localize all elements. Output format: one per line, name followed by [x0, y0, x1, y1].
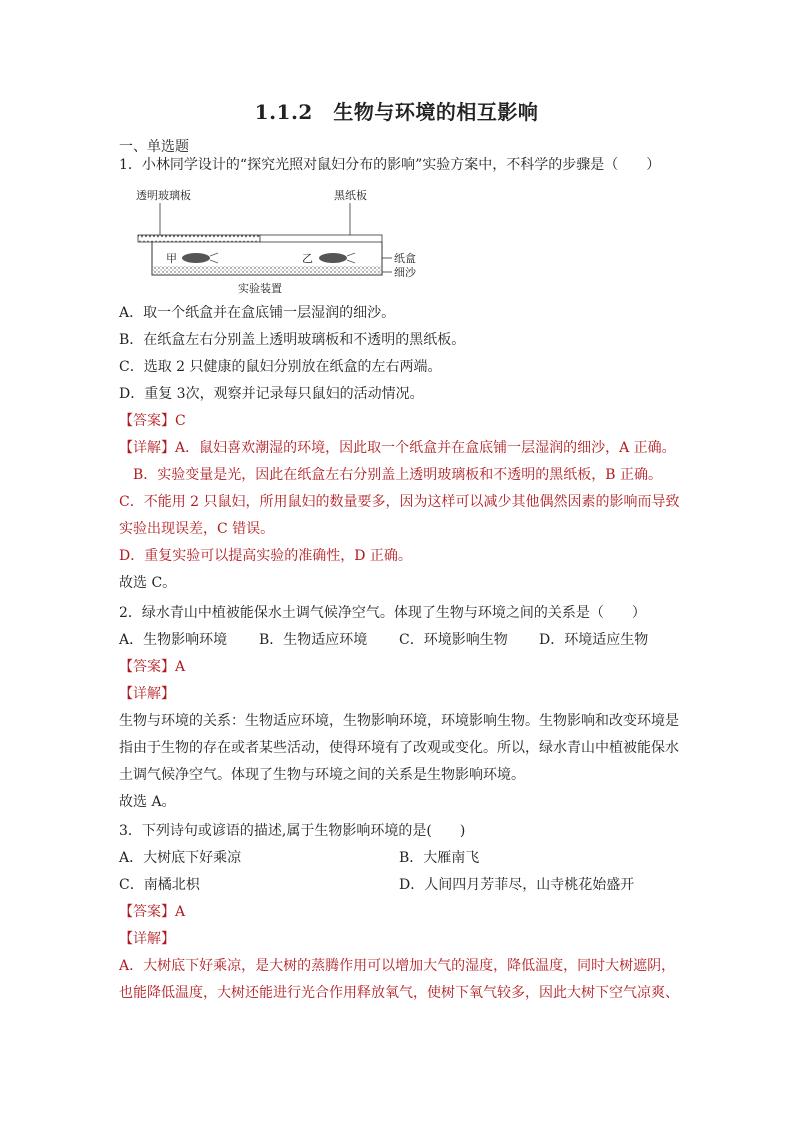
- answer: 【答案】A: [119, 904, 186, 920]
- detail-line: 【详解】A．鼠妇喜欢潮湿的环境，因此取一个纸盒并在盒底铺一层湿润的细沙，A 正确。: [119, 440, 676, 456]
- option: B．生物适应环境: [259, 632, 368, 648]
- option: A．生物影响环境: [119, 632, 228, 648]
- answer: 【答案】C: [119, 413, 186, 429]
- label-yi: 乙: [302, 252, 313, 265]
- detail-line: B．实验变量是光，因此在纸盒左右分别盖上透明玻璃板和不透明的黑纸板，B 正确。: [119, 467, 663, 483]
- label-glass-plate: 透明玻璃板: [136, 189, 191, 202]
- section-label: 一、单选题: [119, 139, 189, 155]
- detail-line: 生物与环境的关系：生物适应环境，生物影响环境，环境影响生物。生物影响和改变环境是: [119, 713, 679, 729]
- option-row: [119, 872, 679, 899]
- option: D．环境适应生物: [539, 632, 649, 648]
- experiment-figure: [130, 183, 420, 295]
- detail-line: C．不能用 2 只鼠妇，所用鼠妇的数量要多，因为这样可以减少其他偶然因素的影响而导致: [119, 494, 680, 510]
- label-sand: 细沙: [394, 266, 416, 279]
- question-stem: 3．下列诗句或谚语的描述,属于生物影响环境的是( ): [119, 823, 466, 839]
- question-1-body: [119, 300, 679, 597]
- option: D．人间四月芳菲尽，山寺桃花始盛开: [399, 877, 635, 893]
- option: D．重复 3次，观察并记录每只鼠妇的活动情况。: [119, 386, 424, 402]
- question-stem: 1．小林同学设计的“探究光照对鼠妇分布的影响”实验方案中，不科学的步骤是（ ）: [119, 157, 661, 173]
- page-title: 1.1.2 生物与环境的相互影响: [254, 100, 539, 124]
- option-row: [119, 845, 679, 872]
- figure-caption: 实验装置: [238, 282, 282, 295]
- detail-label: 【详解】: [119, 931, 175, 947]
- detail-line: D．重复实验可以提高实验的准确性，D 正确。: [119, 548, 412, 564]
- antenna-icon: [210, 253, 218, 263]
- black-board: [260, 235, 382, 242]
- option: C．南橘北枳: [119, 877, 200, 893]
- option: A．取一个纸盒并在盒底铺一层湿润的细沙。: [119, 305, 396, 321]
- question-2: [119, 600, 679, 816]
- answer: 【答案】A: [119, 659, 186, 675]
- antenna-icon: [347, 253, 355, 263]
- conclusion: 故选 C。: [119, 575, 177, 591]
- question-1: [119, 152, 679, 179]
- option: C．选取 2 只健康的鼠妇分别放在纸盒的左右两端。: [119, 359, 442, 375]
- woodlouse-icon: [319, 253, 347, 263]
- detail-line: 土调气候净空气。体现了生物与环境之间的关系是生物影响环境。: [119, 767, 525, 783]
- option: B．大雁南飞: [399, 850, 480, 866]
- option-row: [119, 627, 679, 654]
- question-3: [119, 818, 679, 1007]
- label-black-board: 黑纸板: [334, 189, 367, 202]
- detail-line: 也能降低温度，大树还能进行光合作用释放氧气，使树下氧气较多，因此大树下空气凉爽、: [119, 985, 679, 1001]
- detail-line: A．大树底下好乘凉，是大树的蒸腾作用可以增加大气的湿度，降低温度，同时大树遮阴，: [119, 958, 676, 974]
- option: A．大树底下好乘凉: [119, 850, 242, 866]
- question-stem: 2．绿水青山中植被能保水土调气候净空气。体现了生物与环境之间的关系是（ ）: [119, 605, 646, 621]
- detail-line: 实验出现误差，C 错误。: [119, 521, 275, 537]
- sand-layer: [153, 266, 381, 274]
- glass-plate: [138, 235, 260, 242]
- option: C．环境影响生物: [399, 632, 508, 648]
- detail-label: 【详解】: [119, 686, 175, 702]
- option: B．在纸盒左右分别盖上透明玻璃板和不透明的黑纸板。: [119, 332, 466, 348]
- label-jia: 甲: [166, 252, 177, 265]
- conclusion: 故选 A。: [119, 794, 176, 810]
- detail-line: 指由于生物的存在或者某些活动，使得环境有了改观或变化。所以，绿水青山中植被能保水: [119, 740, 679, 756]
- label-box: 纸盒: [394, 252, 416, 265]
- woodlouse-icon: [182, 253, 210, 263]
